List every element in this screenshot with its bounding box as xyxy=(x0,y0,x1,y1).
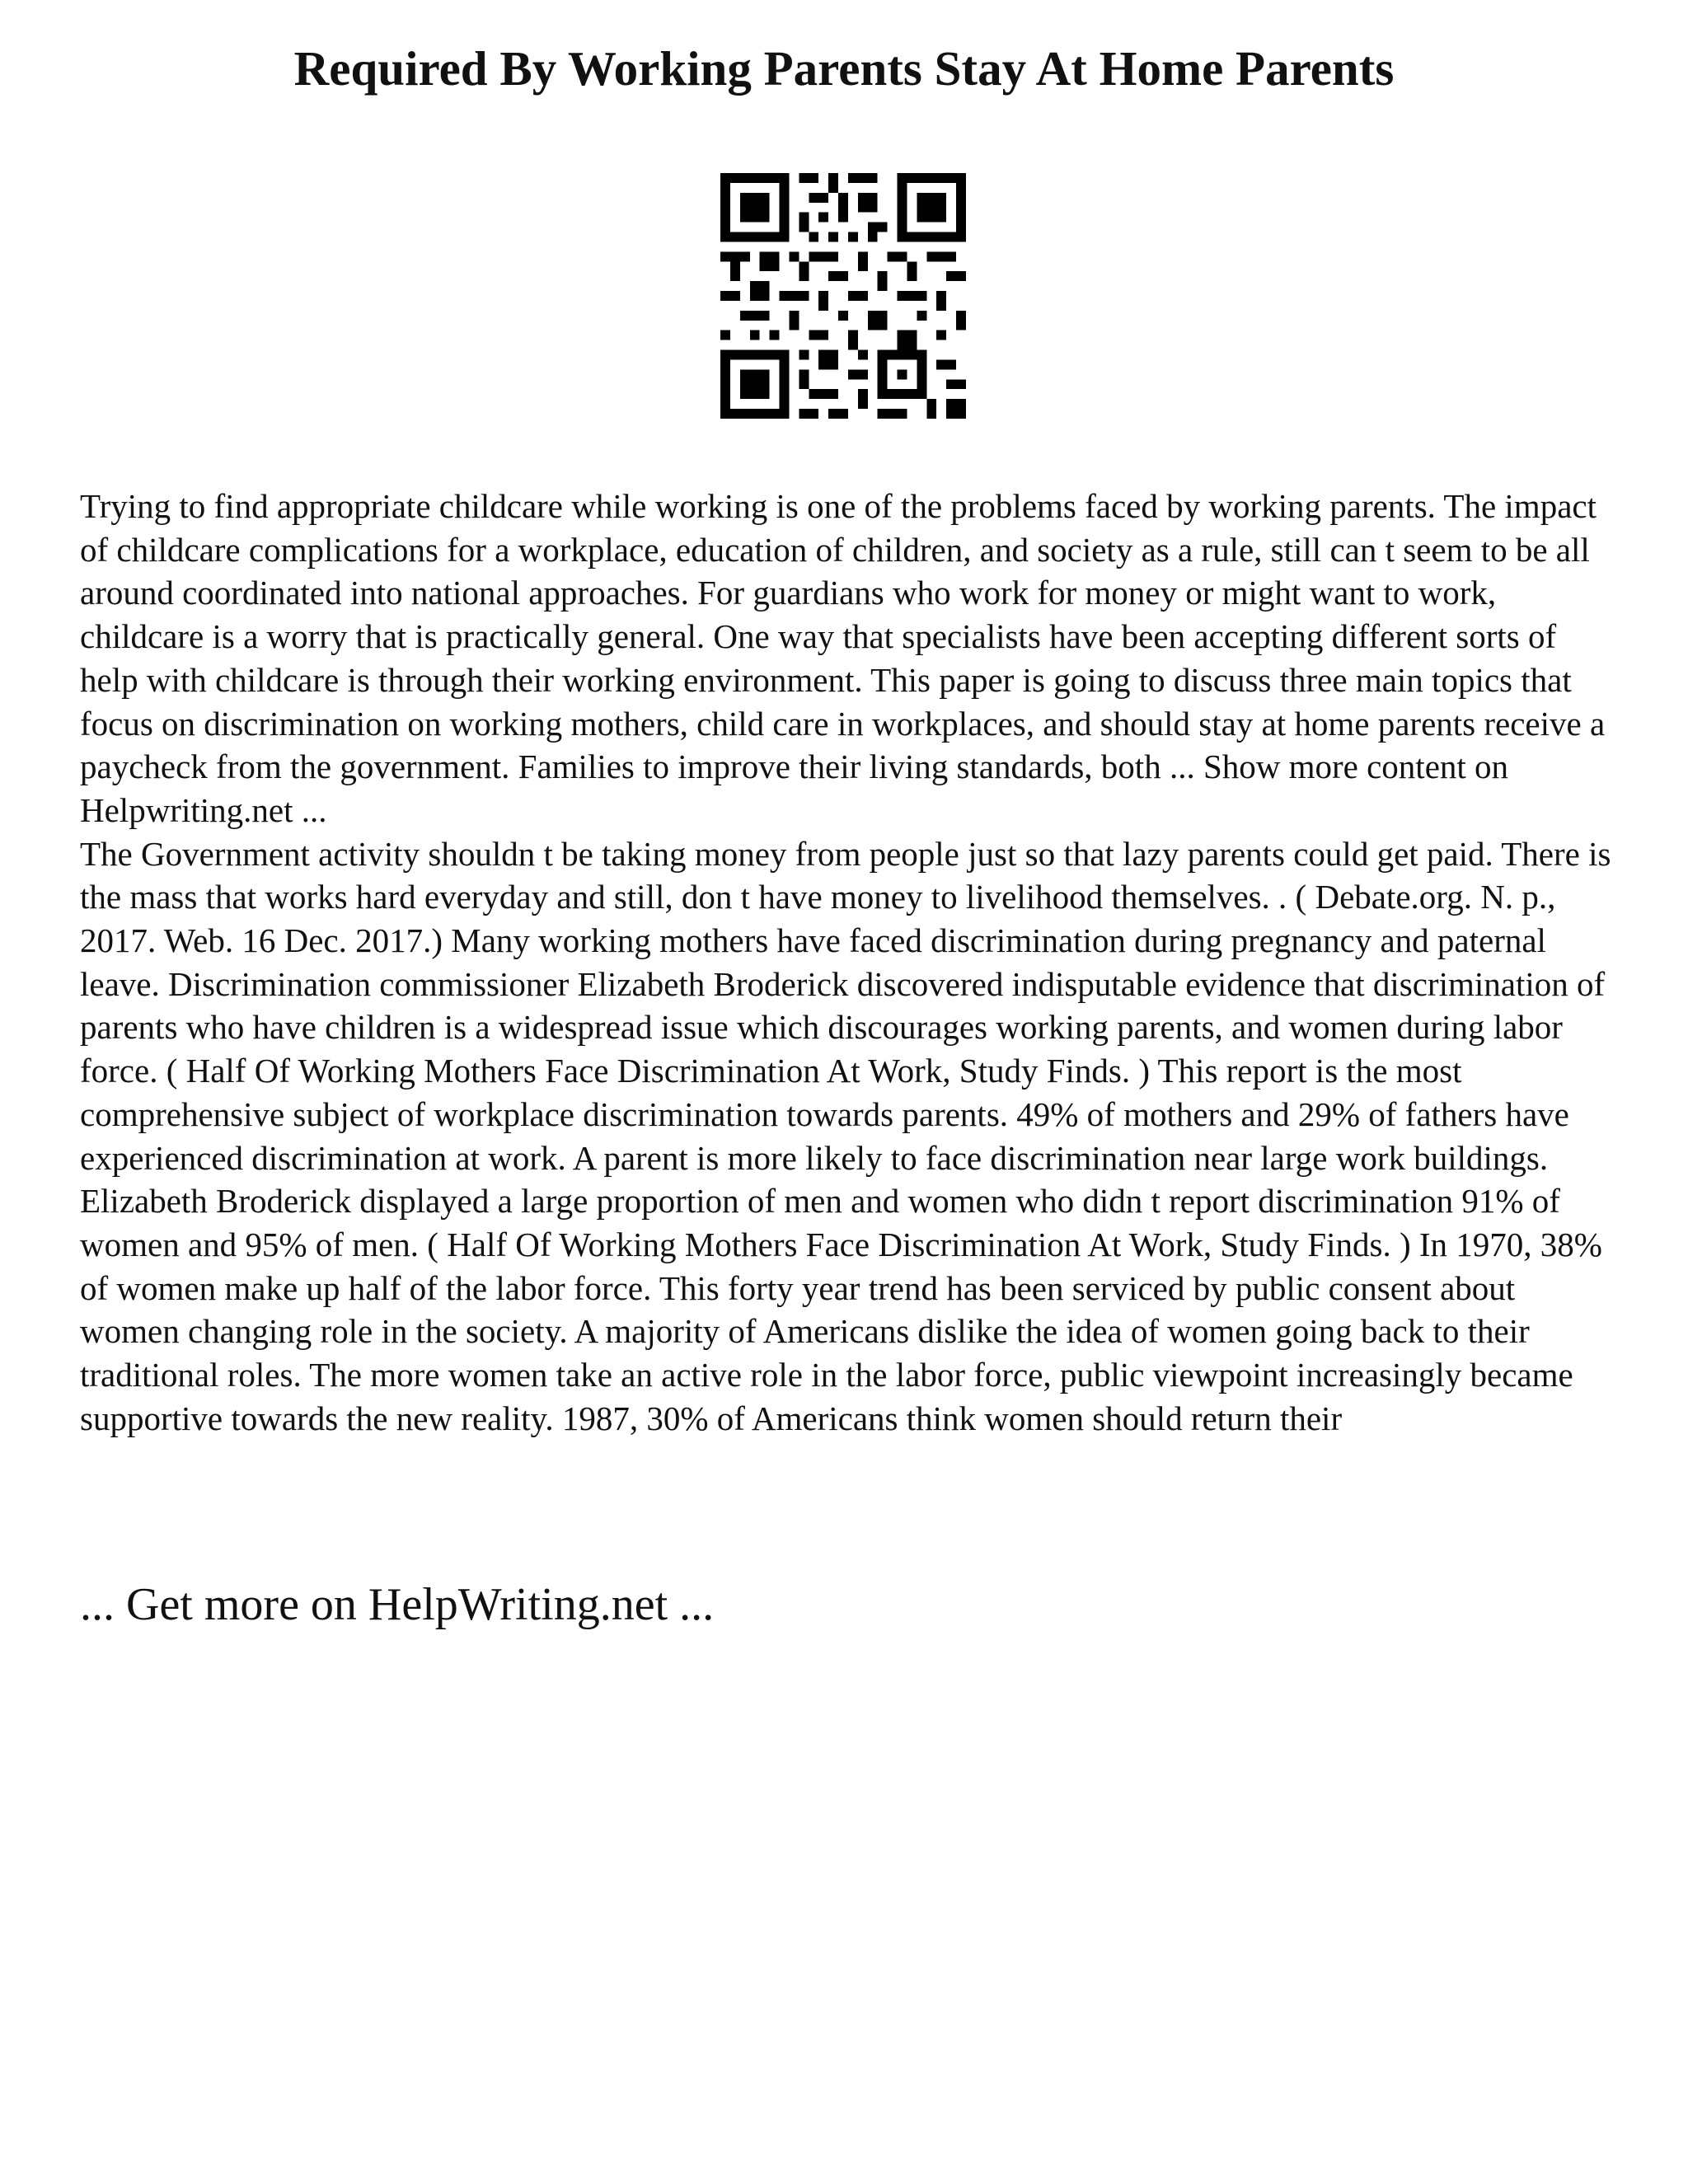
paragraph-2: The Government activity shouldn t be taking money from people just so that lazy parents could get paid. There is the mass that works hard everyday and still, don t have money to livelihood themselves. . ( Debate.org. N. p., 2017. Web. 16 Dec. 2017.) Many working mothers have faced discrimination during pregnancy and paternal leave. Discrimination commissioner Elizabeth Broderick discovered indisputable evidence that discrimination of parents who have children is a widespread issue which discourages working parents, and women during labor force. ( Half Of Working Mothers Face Discrimination At Work, Study Finds. ) This report is the most comprehensive subject of workplace discrimination towards parents. 49% of mothers and 29% of fathers have experienced discrimination at work. A parent is more likely to face discrimination near large work buildings. Elizabeth Broderick displayed a large proportion of men and women who didn t report discrimination 91% of women and 95% of men. ( Half Of Working Mothers Face Discrimination At Work, Study Finds. ) In 1970, 38% of women make up half of the labor force. This forty year trend has been serviced by public consent about women changing role in the society. A majority of Americans dislike the idea of women going back to their traditional roles. The more women take an active role in the labor force, public viewpoint increasingly became supportive towards the new reality. 1987, 30% of Americans think women should return their xyxy=(80,834,1611,1437)
paragraph-1: Trying to find appropriate childcare while working is one of the problems faced by working parents. The impact of childcare complications for a workplace, education of children, and society as a rule, still can t seem to be all around coordinated into national approaches. For guardians who work for money or might want to work, childcare is a worry that is practically general. One way that specialists have been accepting different sorts of help with childcare is through their working environment. This paper is going to discuss three main topics that focus on discrimination on working mothers, child care in workplaces, and should stay at home parents receive a paycheck from the government. Families to improve their living standards, both ... Show more content on Helpwriting.net ... xyxy=(80,487,1606,829)
qr-code-icon xyxy=(720,173,966,419)
page-title: Required By Working Parents Stay At Home Parents xyxy=(293,41,1395,96)
get-more-link[interactable]: ... Get more on HelpWriting.net ... xyxy=(80,1579,715,1630)
qr-code-graphic xyxy=(720,173,966,419)
article-body xyxy=(80,485,1621,1440)
